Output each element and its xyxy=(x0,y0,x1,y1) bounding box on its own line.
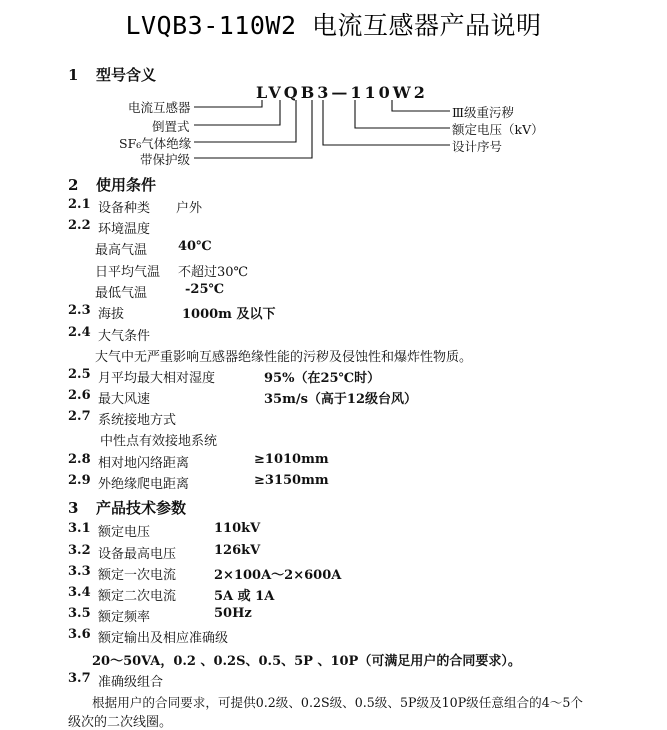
paragraph: 20～50VA，0.2 、0.2S、0.5、5P 、10P（可满足用户的合同要求）。 xyxy=(92,654,521,669)
model-label-rated-voltage: 额定电压（kV） xyxy=(452,122,544,137)
list-item: 最高气温 40℃ xyxy=(95,239,212,258)
model-code: LVQB3—110W2 xyxy=(256,83,428,102)
section-number: 2 xyxy=(68,176,79,194)
model-label-design-serial: 设计序号 xyxy=(452,139,503,154)
section-2-heading xyxy=(68,174,156,195)
model-label-inverted: 倒置式 xyxy=(152,119,190,134)
model-label-sf6-insulation: SF₆气体绝缘 xyxy=(119,136,192,151)
list-item: 最低气温 -25℃ xyxy=(95,282,225,301)
paragraph: 中性点有效接地系统 xyxy=(100,434,218,449)
section-title: 产品技术参数 xyxy=(96,499,187,517)
list-item: 日平均气温 不超过30℃ xyxy=(95,265,249,280)
paragraph: 大气中无严重影响互感器绝缘性能的污秽及侵蚀性和爆炸性物质。 xyxy=(95,350,473,365)
page-title: LVQB3-110W2 电流互感器产品说明 xyxy=(125,11,542,40)
paragraph: 级次的二次线圈。 xyxy=(68,715,173,730)
section-3-heading xyxy=(68,497,186,518)
model-label-protection: 带保护级 xyxy=(140,152,191,167)
section-title: 使用条件 xyxy=(96,176,157,194)
paragraph: 根据用户的合同要求，可提供0.2级、0.2S级、0.5级、5P级及10P级任意组合的4～5个 xyxy=(92,695,583,710)
section-title: 型号含义 xyxy=(96,66,157,84)
section-number: 3 xyxy=(68,499,79,517)
section-number: 1 xyxy=(68,66,79,84)
model-label-pollution: Ⅲ级重污秽 xyxy=(452,105,515,120)
model-label-current-transformer: 电流互感器 xyxy=(128,100,191,115)
